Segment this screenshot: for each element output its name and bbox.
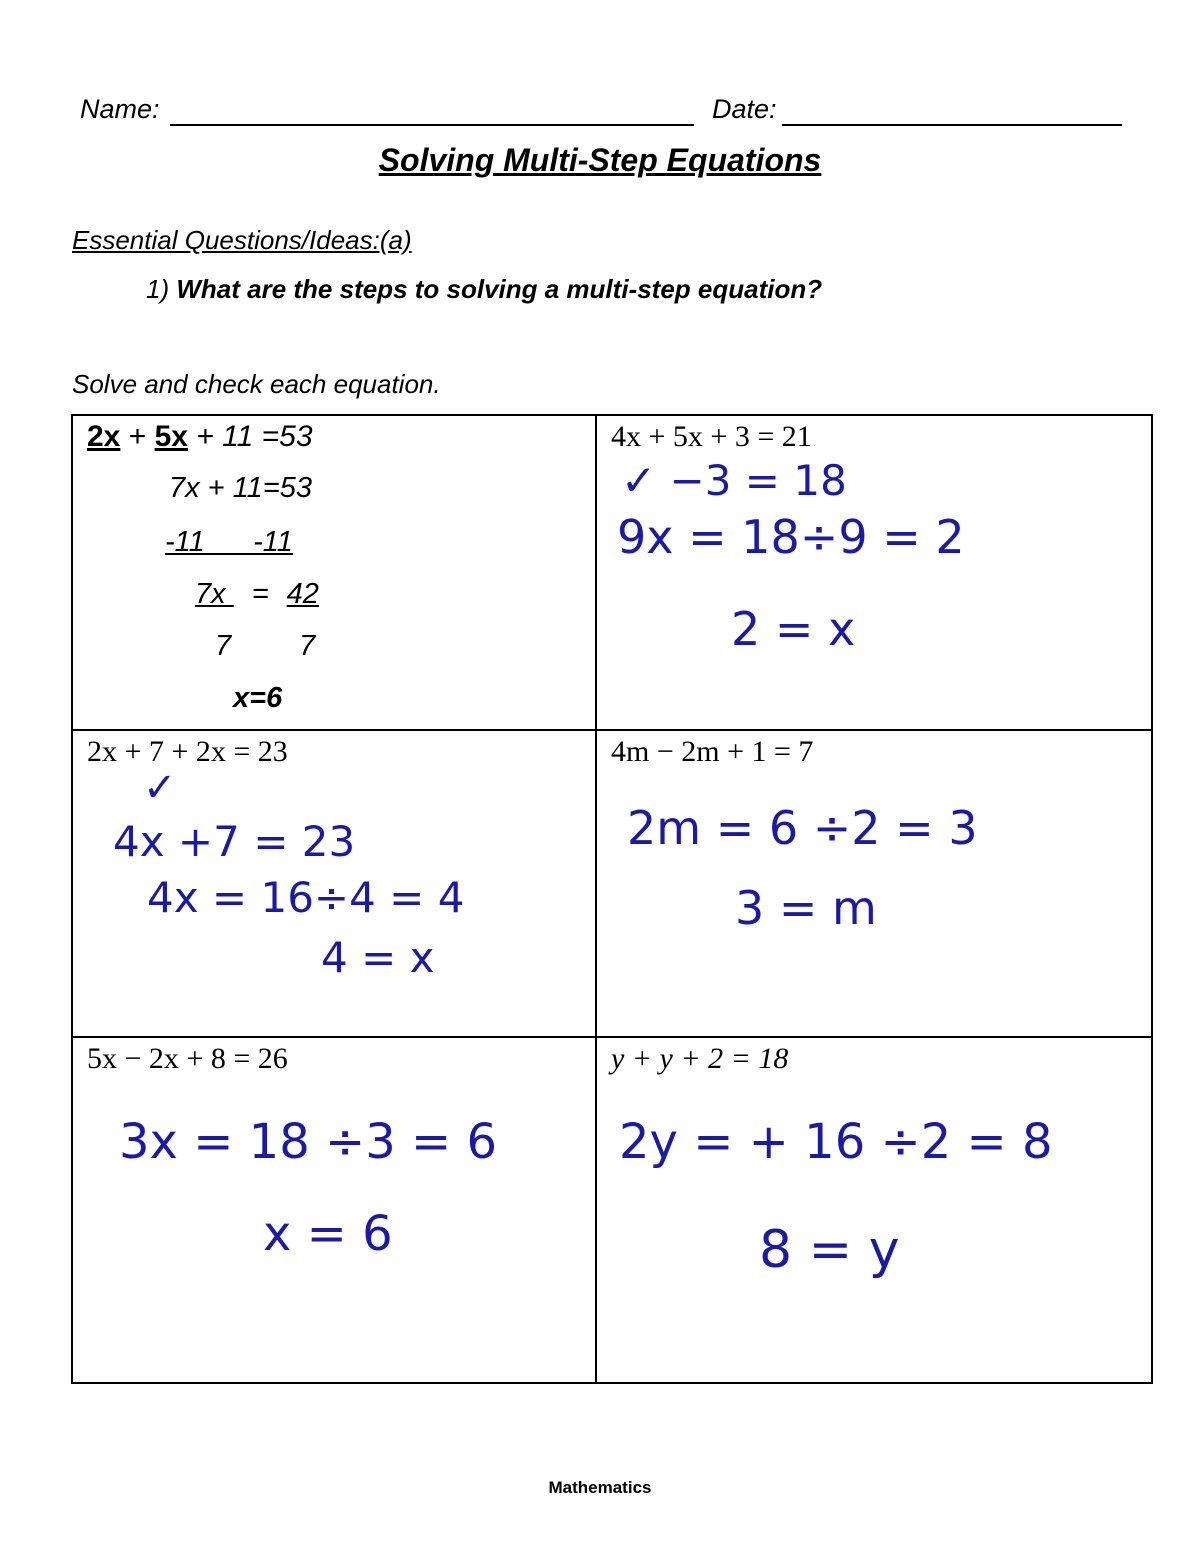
handwritten-work: 3 = m (735, 881, 877, 935)
problem-grid (71, 414, 1153, 1384)
page-title: Solving Multi-Step Equations (378, 142, 822, 178)
example-step-divide: 7x = 42 (195, 578, 319, 610)
worked-example-cell (73, 416, 595, 729)
handwritten-work: 9x = 18÷9 = 2 (617, 510, 965, 564)
essential-question (146, 274, 822, 305)
handwritten-work: ✓ −3 = 18 (621, 456, 847, 505)
handwritten-work: 2m = 6 ÷2 = 3 (627, 801, 978, 855)
page-footer: Mathematics (548, 1478, 652, 1497)
instruction-text: Solve and check each equation. (72, 369, 441, 399)
name-field[interactable] (170, 124, 694, 126)
checkmark-icon: ✓ (143, 765, 177, 811)
handwritten-work: 4 = x (321, 933, 435, 982)
problem-cell-1 (597, 416, 1151, 729)
date-field[interactable] (782, 124, 1122, 126)
example-answer: x=6 (233, 682, 283, 714)
date-label: Date: (712, 94, 777, 124)
question-number: 1) (146, 274, 170, 304)
problem-cell-4 (73, 1038, 595, 1382)
example-step-subtract: -11 -11 (165, 526, 293, 558)
example-equation: 2x + 5x + 11 =53 (87, 420, 313, 453)
handwritten-work: 2 = x (731, 602, 856, 656)
handwritten-work: 4x = 16÷4 = 4 (147, 873, 465, 922)
problem-cell-3 (597, 731, 1151, 1036)
question-text: What are the steps to solving a multi-step equation? (176, 274, 823, 304)
handwritten-work: x = 6 (263, 1206, 393, 1262)
problem-equation: 4x + 5x + 3 = 21 (611, 420, 812, 453)
handwritten-work: 2y = + 16 ÷2 = 8 (619, 1114, 1053, 1170)
problem-equation: 5x − 2x + 8 = 26 (87, 1042, 288, 1075)
problem-cell-5 (597, 1038, 1151, 1382)
problem-equation: y + y + 2 = 18 (611, 1042, 789, 1075)
handwritten-work: 4x +7 = 23 (113, 817, 356, 866)
name-label: Name: (80, 94, 160, 124)
problem-equation: 4m − 2m + 1 = 7 (611, 735, 814, 768)
handwritten-work: 8 = y (759, 1220, 900, 1280)
example-step-combine: 7x + 11=53 (169, 472, 312, 504)
essential-questions-heading: Essential Questions/Ideas:(a) (72, 225, 412, 255)
problem-cell-2 (73, 731, 595, 1036)
problem-equation: 2x + 7 + 2x = 23 (87, 735, 288, 768)
handwritten-work: 3x = 18 ÷3 = 6 (119, 1114, 498, 1170)
example-divisor: 7 7 (215, 630, 316, 662)
